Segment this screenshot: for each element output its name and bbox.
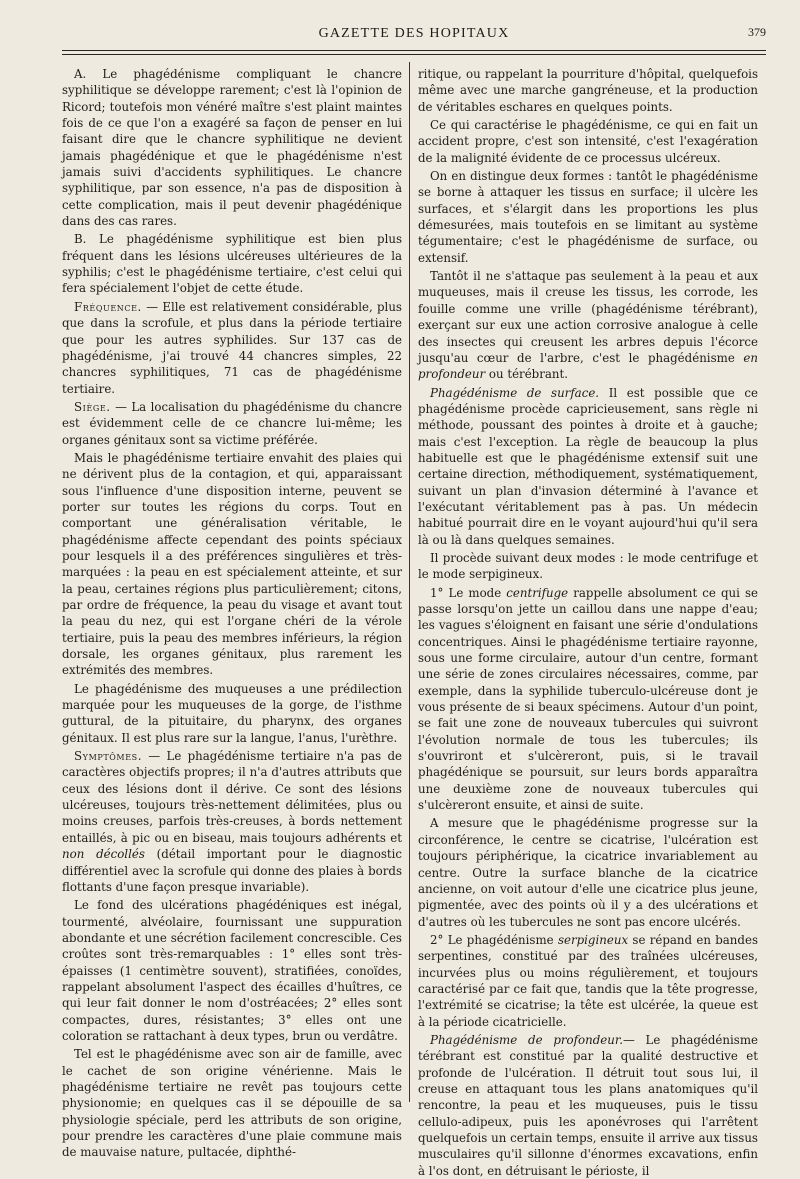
column-divider	[409, 62, 410, 1102]
paragraph-text: ou térébrant.	[485, 367, 568, 382]
paragraph: Il procède suivant deux modes : le mode centrifuge et le mode serpigineux.	[418, 550, 758, 582]
emphasis: non décollés	[62, 847, 145, 862]
section-heading: Fréquence.	[74, 299, 142, 314]
page-number: 379	[748, 25, 766, 39]
section-heading: Phagédénisme de surface.	[430, 385, 600, 400]
section-heading: Phagédénisme de profondeur.	[430, 1032, 623, 1047]
header-double-rule	[62, 50, 766, 55]
paragraph-text: — Le phagédénisme térébrant est constitué par la qualité destructive et profonde de l'ulcération. Il détruit tout sous lui, il creuse en attaquant tous les plans anatomiques qu'il rencontre, la peau et les muqueuses, puis le tissu cellulo-adipeux, puis les aponévroses qui l'arrêtent quelquefois un certain temps, ensuite il arrive aux tissus musculaires qu'il sillonne d'énormes excavations, enfin à l'os dont, en détruisant le périoste, il	[418, 1032, 759, 1178]
paragraph: B. Le phagédénisme syphilitique est bien plus fréquent dans les lésions ulcéreuses ultérieures de la syphilis; c'est le phagédénisme tertiaire, c'est celui qui fera spécialement l'objet de cette étude.	[62, 232, 402, 296]
paragraph-text: — La localisation du phagédénisme du chancre est évidemment celle de ce chancre lui-même; les organes génitaux sont sa victime préférée.	[62, 399, 402, 447]
page-header	[62, 22, 766, 46]
emphasis: serpigineux	[557, 932, 629, 947]
paragraph-text: (détail important pour le diagnostic différentiel avec la scrofule qui donne des plaies à bords flottants d'une façon presque invariable).	[62, 847, 403, 894]
paragraph	[418, 385, 758, 548]
paragraph	[62, 299, 402, 397]
paragraph-text: — Le phagédénisme tertiaire n'a pas de caractères objectifs propres; il n'a d'autres attributs que ceux des lésions dont il dérive. Ce sont des lésions ulcéreuses, toujours très-nettement délimitées, plus ou moins creuses, parfois très-creuses, à bords nettement entaillés, à pic ou en biseau, mais toujours adhérents et	[62, 749, 402, 845]
paragraph: Tel est le phagédénisme avec son air de famille, avec le cachet de son origine vénérienne. Mais le phagédénisme tertiaire ne revêt pas toujours cette physionomie; en quelques cas il se dépouille de sa physiologie spéciale, perd les attributs de son origine, pour prendre les caractères d'une plaie commune mais de mauvaise nature, pultacée, diphthé-	[62, 1047, 402, 1160]
paragraph-text: Tantôt il ne s'attaque pas seulement à la peau et aux muqueuses, mais il creuse les tissus, les corrode, les fouille comme une vrille (phagédénisme térébrant), exerçant sur eux une action corrosive analogue à celle des insectes qui creusent les arbres depuis l'écorce jusqu'au cœur de l'arbre, c'est le phagédénisme	[418, 269, 758, 365]
paragraph: Le phagédénisme des muqueuses a une prédilection marquée pour les muqueuses de la gorge, de l'isthme guttural, de la pituitaire, du pharynx, des organes génitaux. Il est plus rare sur la langue, l'anus, l'urèthre.	[62, 681, 402, 745]
paragraph	[62, 399, 402, 448]
running-title: GAZETTE DES HOPITAUX	[318, 26, 510, 41]
section-heading: Siège.	[74, 399, 111, 414]
section-heading: Symptômes.	[74, 749, 143, 764]
paragraph-text: — Elle est relativement considérable, plus que dans la scrofule, et plus dans la période tertiaire que pour les autres syphilides. Sur 137 cas de phagédénisme, j'ai trouvé 44 chancres simples, 22 chancres syphilitiques, 71 cas de phagédénisme tertiaire.	[62, 299, 402, 396]
paragraph: Ce qui caractérise le phagédénisme, ce qui en fait un accident propre, c'est son intensité, c'est l'exagération de la malignité évidente de ce processus ulcéreux.	[418, 118, 758, 165]
paragraph: A. Le phagédénisme compliquant le chancre syphilitique se développe rarement; c'est là l'opinion de Ricord; toutefois mon vénéré maître s'est plaint maintes fois de ce que l'on a exagéré sa façon de penser en lui faisant dire que le chancre syphilitique ne devient jamais phagédénique et que le phagédénisme n'est jamais suivi d'accidents syphilitiques. Le chancre syphilitique, par son essence, n'a pas de disposition à cette complication, mais il peut devenir phagédénique dans des cas rares.	[62, 67, 402, 229]
paragraph: On en distingue deux formes : tantôt le phagédénisme se borne à attaquer les tissus en surface; il ulcère les surfaces, et s'élargit dans les proportions les plus démesurées, mais toutefois en se limitant au système tégumentaire; c'est le phagédénisme de surface, ou extensif.	[418, 169, 758, 265]
paragraph: Le fond des ulcérations phagédéniques est inégal, tourmenté, alvéolaire, fournissant une suppuration abondante et une sécrétion facilement concrescible. Ces croûtes sont très-remarquables : 1° elles sont très-épaisses (1 centimètre souvent), stratifiées, conoïdes, rappelant absolument l'aspect des écailles d'huîtres, ce qui leur fait donner le nom d'ostréacées; 2° elles sont compactes, dures, résistantes; 3° elles ont une coloration se rattachant à deux types, brun ou verdâtre.	[62, 898, 402, 1043]
paragraph-text: se répand en bandes serpentines, constitué par des traînées ulcéreuses, incurvées plus ou moins régulièrement, et toujours caractérisé par ce fait que, tandis que la tête progresse, l'extrémité se cicatrise; la tête est ulcérée, la queue est à la période cicatricielle.	[418, 932, 758, 1029]
paragraph	[418, 585, 758, 814]
paragraph: ritique, ou rappelant la pourriture d'hôpital, quelquefois même avec une marche gangréneuse, et la production de véritables eschares en quelques points.	[418, 67, 758, 114]
paragraph-text: rappelle absolument ce qui se passe lorsqu'on jette un caillou dans une nappe d'eau; les vagues s'éloignent en faisant une série d'ondulations concentriques. Ainsi le phagédénisme tertiaire rayonne, sous une forme circulaire, autour d'un centre, formant une série de zones circulaires nécessaires, comme, par exemple, dans la syphilide tuberculo-ulcéreuse dont je vous présente de si beaux spécimens. Autour d'un point, se fait une zone de nouveaux tubercules qui suivront l'évolution normale de tous les tubercules; ils s'ouvriront et s'ulcèreront, puis, si le travail phagédénique se poursuit, sur leurs bords apparaîtra une deuxième zone de nouveaux tubercules qui s'ulcèreront ensuite, et ainsi de suite.	[418, 585, 758, 813]
paragraph: A mesure que le phagédénisme progresse sur la circonférence, le centre se cicatrise, l'ulcération est toujours périphérique, la cicatrice invariablement au centre. Outre la surface blanche de la cicatrice ancienne, on voit autour d'elle une cicatrice plus jeune, pigmentée, avec des points où il y a des ulcérations et d'autres où les tubercules ne sont pas encore ulcérés.	[418, 816, 758, 929]
paragraph	[418, 268, 758, 382]
paragraph	[418, 932, 758, 1030]
paragraph-text: 1° Le mode	[430, 585, 507, 600]
left-column	[62, 66, 403, 1160]
right-column	[418, 66, 759, 1178]
emphasis: centrifuge	[506, 585, 569, 600]
paragraph-text: 2° Le phagédénisme	[430, 932, 558, 947]
paragraph-text: Il est possible que ce phagédénisme procède capricieusement, sans règle ni méthode, poussant des pointes à droite et à gauche; mais c'est l'exception. La règle de beaucoup la plus habituelle est que le phagédénisme extensif suit une certaine direction, méthodiquement, systématiquement, suivant un plan d'invasion déterminé à l'avance et l'exécutant véritablement pas à pas. Un médecin habitué pourrait dire en le voyant aujourd'hui qu'il sera là ou là dans quelques semaines.	[418, 385, 758, 547]
paragraph: Mais le phagédénisme tertiaire envahit des plaies qui ne dérivent plus de la contagion, et qui, apparaissant sous l'influence d'une disposition interne, peuvent se porter sur toutes les régions du corps. Tout en comportant une généralisation véritable, le phagédénisme affecte cependant des points spéciaux pour lesquels il a des préférences singulières et très-marquées : la peau en est spécialement atteinte, et sur la peau, certaines régions plus particulièrement; citons, par ordre de fréquence, la peau du visage et avant tout la peau du nez, qui est l'organe chéri de la vérole tertiaire, puis la peau des membres inférieurs, la région dorsale, les organes génitaux, plus rarement les extrémités des membres.	[62, 450, 402, 678]
paragraph	[418, 1032, 758, 1179]
paragraph	[62, 748, 402, 895]
emphasis: en profondeur	[418, 350, 758, 382]
